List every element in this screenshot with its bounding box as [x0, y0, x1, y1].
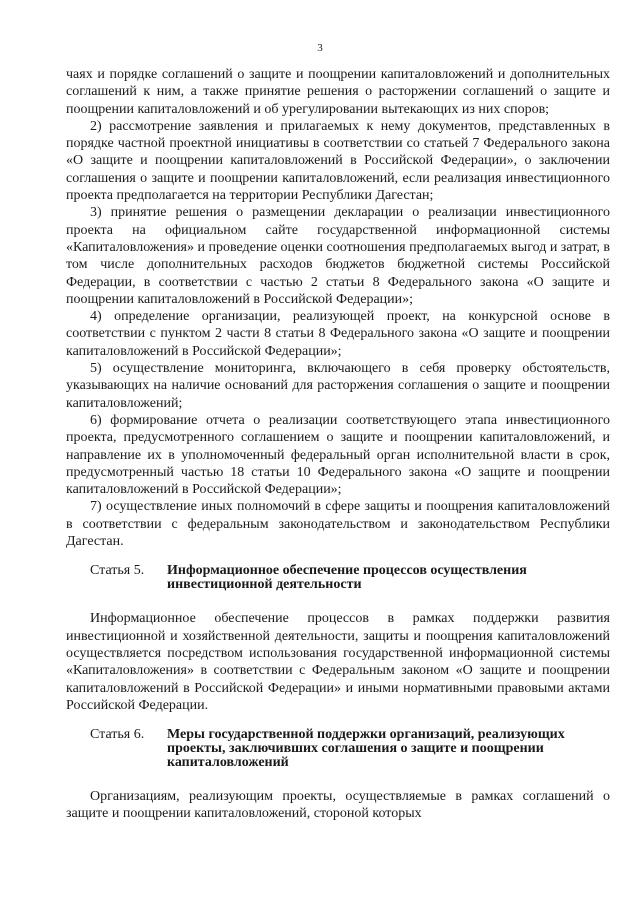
- list-item-2: 2) рассмотрение заявления и прилагаемых к нему документов, представленных в порядке частной проектной инициативы в соответствии со статьей 7 Федерального закона «О защите и поощрении капиталовложений в Российской Федерации», о заключении соглашения о защите и поощрении капиталовложений, если реализация инвестиционного проекта предполагается на территории Республики Дагестан;: [66, 118, 610, 204]
- article-5-heading: [66, 564, 610, 592]
- page-number: 3: [317, 42, 323, 54]
- article-5-label: Статья 5.: [90, 563, 145, 579]
- list-item-7: 7) осуществление иных полномочий в сфере защиты и поощрения капиталовложений в соответствии с федеральным законодательством и законодательством Республики Дагестан.: [66, 499, 610, 550]
- document-body: [66, 66, 610, 823]
- article-6-title: Меры государственной поддержки организаций, реализующих проекты, заключивших соглашения о защите и поощрении капиталовложений: [167, 727, 565, 771]
- list-item-5: 5) осуществление мониторинга, включающего в себя проверку обстоятельств, указывающих на наличие оснований для расторжения соглашения о защите и поощрении капиталовложений;: [66, 361, 610, 411]
- article-6-heading: [66, 728, 610, 770]
- list-item-6: 6) формирование отчета о реализации соответствующего этапа инвестиционного проекта, предусмотренного соглашением о защите и поощрении капиталовложений, и направление их в уполномоченный федеральный орган исполнительной власти в срок, предусмотренный частью 18 статьи 10 Федерального закона «О защите и поощрении капиталовложений в Российской Федерации»;: [66, 412, 610, 498]
- article-6-label: Статья 6.: [90, 727, 145, 743]
- list-item-4: 4) определение организации, реализующей проект, на конкурсной основе в соответствии с пунктом 2 части 8 статьи 8 Федерального закона «О защите и поощрении капиталовложений в Российской Федерации»;: [66, 309, 610, 359]
- list-item-3: 3) принятие решения о размещении декларации о реализации инвестиционного проекта на официальном сайте государственной информационной системы «Капиталовложения» и проведение оценки соотношения предполагаемых выгод и затрат, в том числе дополнительных расходов бюджетов бюджетной системы Российской Федерации, в соответствии с частью 2 статьи 8 Федерального закона «О защите и поощрении капиталовложений в Российской Федерации»;: [66, 205, 611, 307]
- article-5-title: Информационное обеспечение процессов осуществления инвестиционной деятельности: [167, 563, 527, 593]
- article-6-text: Организациям, реализующим проекты, осуществляемые в рамках соглашений о защите и поощрении капиталовложений, стороной которых: [66, 789, 610, 822]
- article-5-text: Информационное обеспечение процессов в рамках поддержки развития инвестиционной и хозяйственной деятельности, защиты и поощрения капиталовложений осуществляется посредством использования государственной информационной системы «Капиталовложения» в соответствии с Федеральным законом «О защите и поощрении капиталовложений в Российской Федерации» и иными нормативными правовыми актами Российской Федерации.: [66, 611, 610, 713]
- paragraph-continuation: чаях и порядке соглашений о защите и поощрении капиталовложений и дополнительных соглашений к ним, а также принятие решения о расторжении соглашений о защите и поощрении капиталовложений и об урегулировании вытекающих из них споров;: [66, 67, 610, 117]
